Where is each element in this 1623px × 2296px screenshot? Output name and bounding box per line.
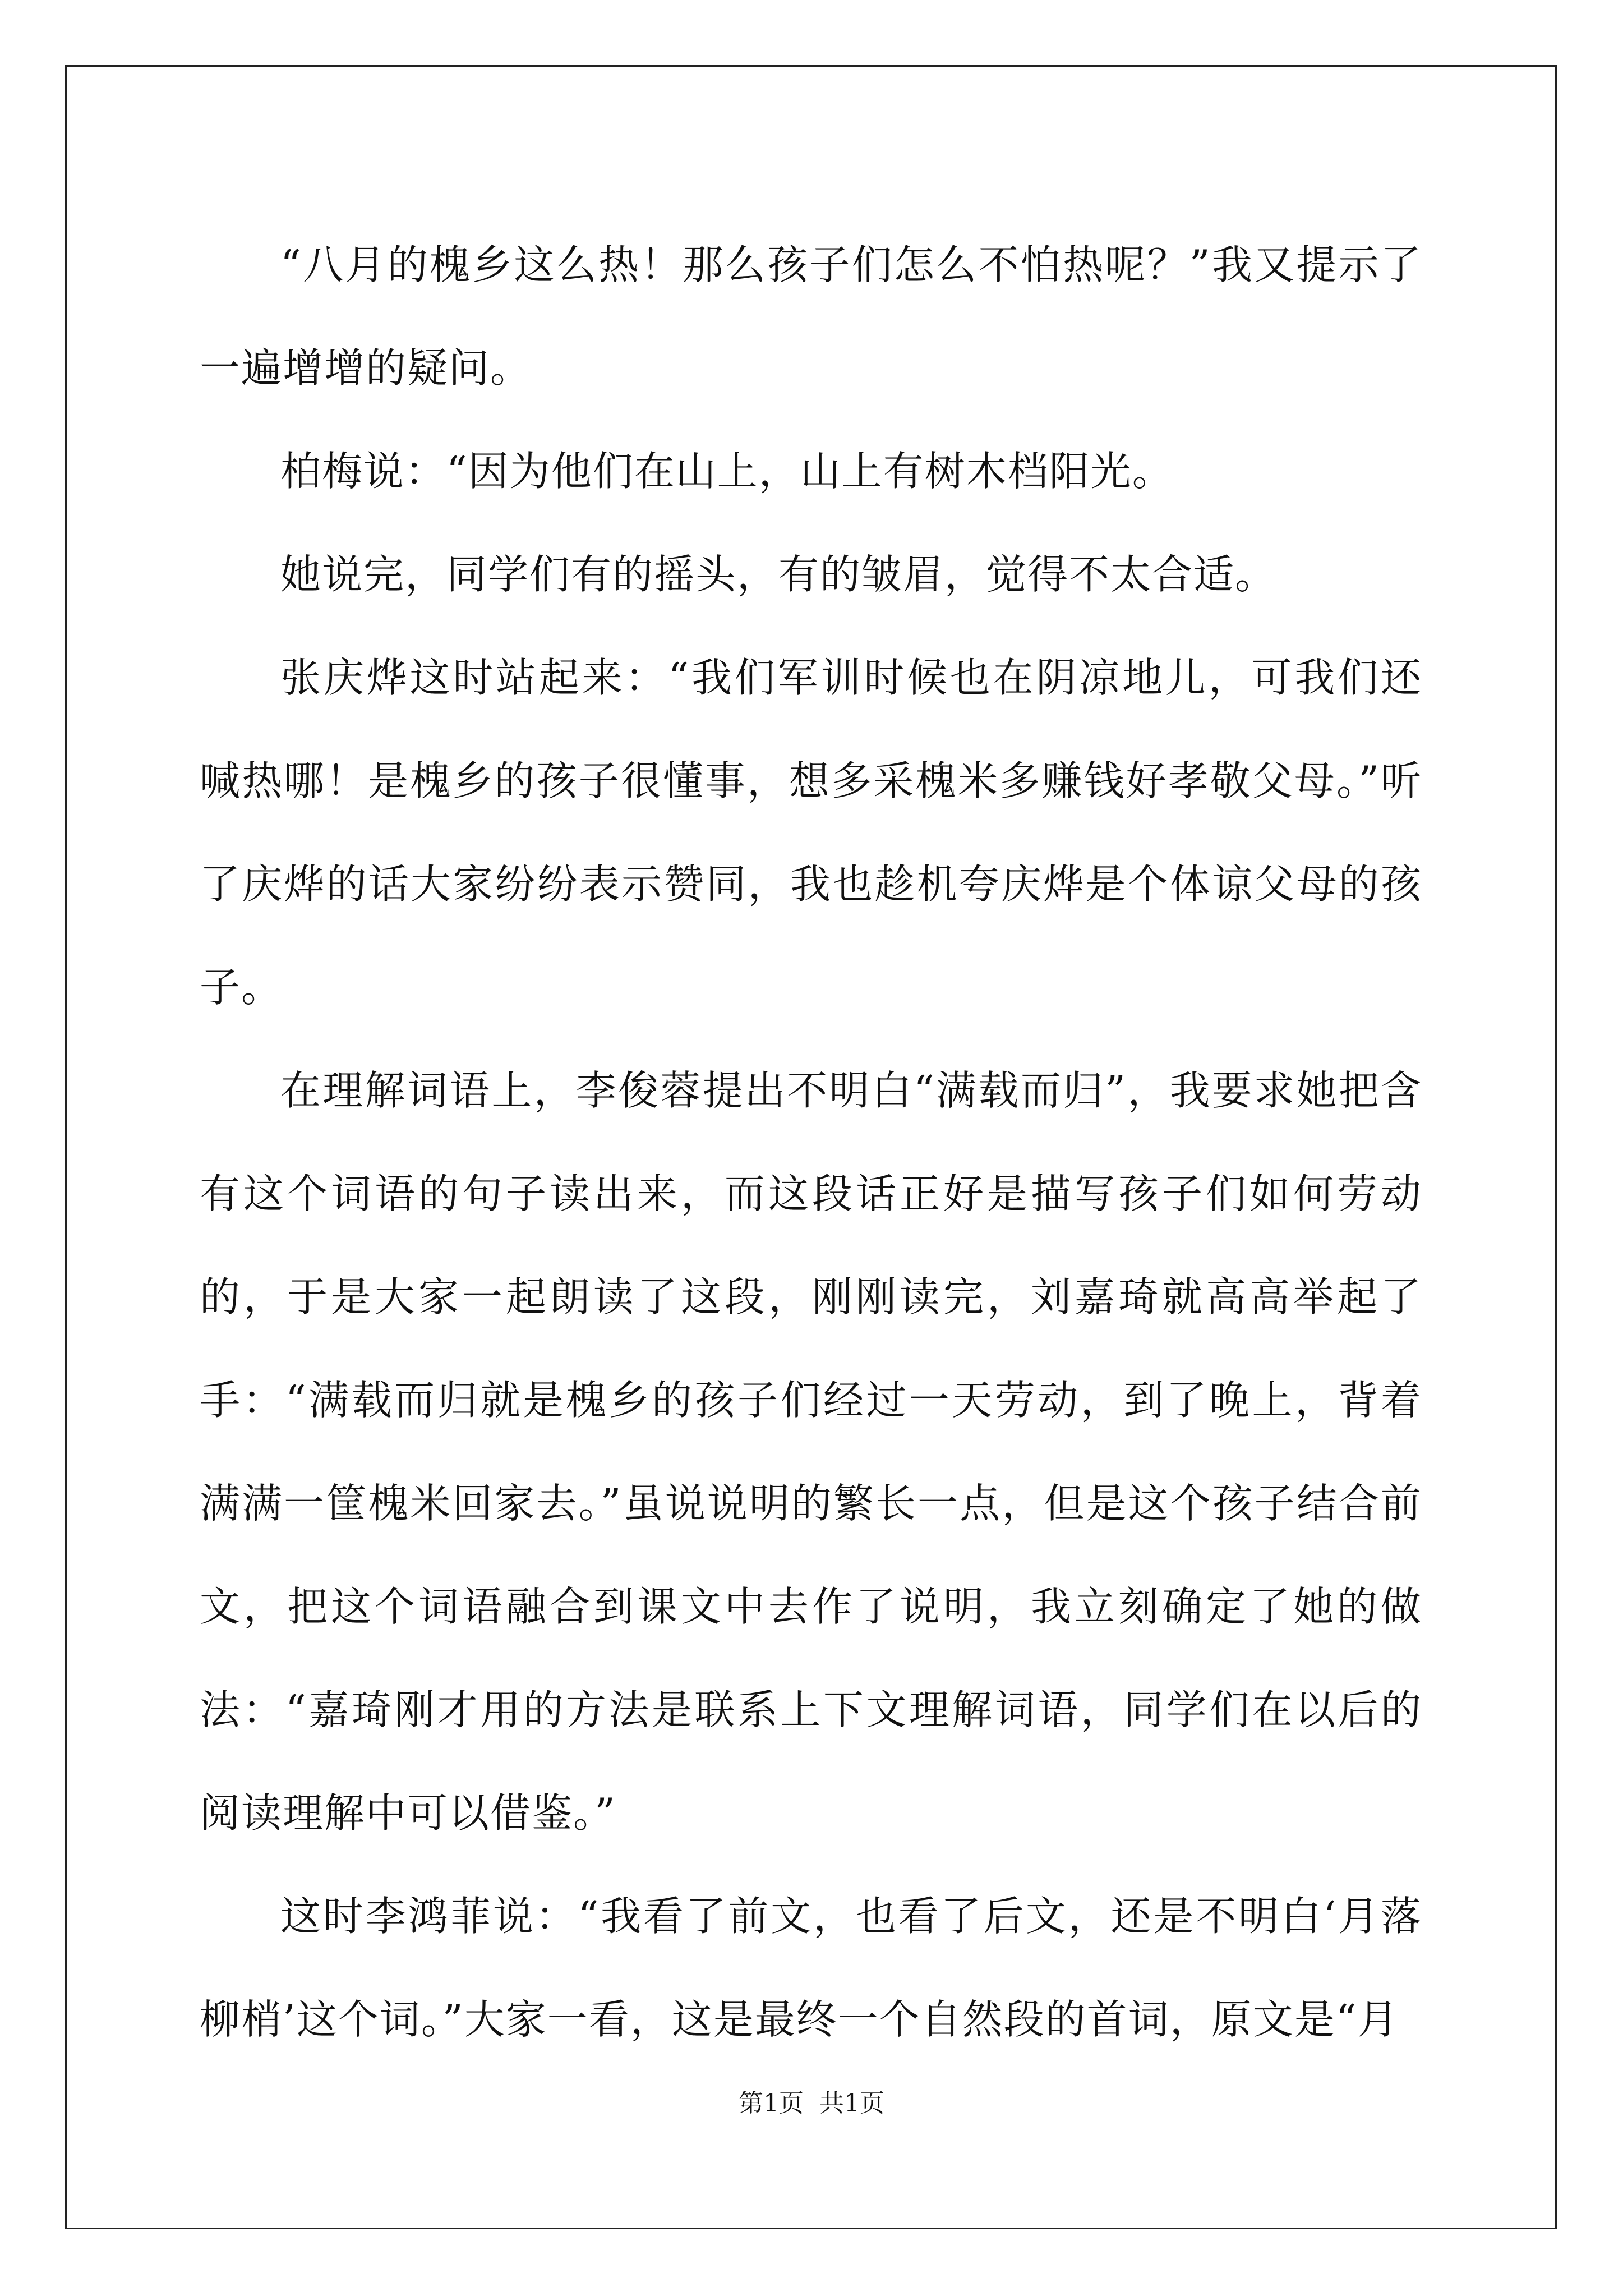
paragraph-4: 张庆烨这时站起来：“我们军训时候也在阴凉地儿，可我们还喊热哪！是槐乡的孩子很懂事，想多采槐米多赚钱好孝敬父母。”听了庆烨的话大家纷纷表示赞同，我也趁机夸庆烨是个体谅父母的孩子。 [200, 654, 1422, 1011]
page-total: 共1页 [819, 2089, 884, 2118]
paragraph-5: 在理解词语上，李俊蓉提出不明白“满载而归”，我要求她把含有这个词语的句子读出来，而这段话正好是描写孩子们如何劳动的，于是大家一起朗读了这段，刚刚读完，刘嘉琦就高高举起了手：“满载而归就是槐乡的孩子们经过一天劳动，到了晚上，背着满满一筐槐米回家去。”虽说说明的繁长一点，但是这个孩子结合前文，把这个词语融合到课文中去作了说明，我立刻确定了她的做法：“嘉琦刚才用的方法是联系上下文理解词语，同学们在以后的阅读理解中可以借鉴。” [200, 1067, 1422, 1837]
document-body [200, 213, 1422, 2071]
paragraph-1: “八月的槐乡这么热！那么孩子们怎么不怕热呢？”我又提示了一遍增增的疑问。 [200, 241, 1422, 392]
paragraph-3: 她说完，同学们有的摇头，有的皱眉，觉得不太合适。 [280, 551, 1277, 598]
paragraph-6: 这时李鸿菲说：“我看了前文，也看了后文，还是不明白‘月落柳梢’这个词。”大家一看，这是最终一个自然段的首词，原文是“月 [200, 1893, 1422, 2043]
page-number: 第1页 [739, 2089, 804, 2118]
paragraph-2: 柏梅说：“因为他们在山上，山上有树木档阳光。 [280, 448, 1174, 495]
page-footer [0, 2087, 1623, 2120]
